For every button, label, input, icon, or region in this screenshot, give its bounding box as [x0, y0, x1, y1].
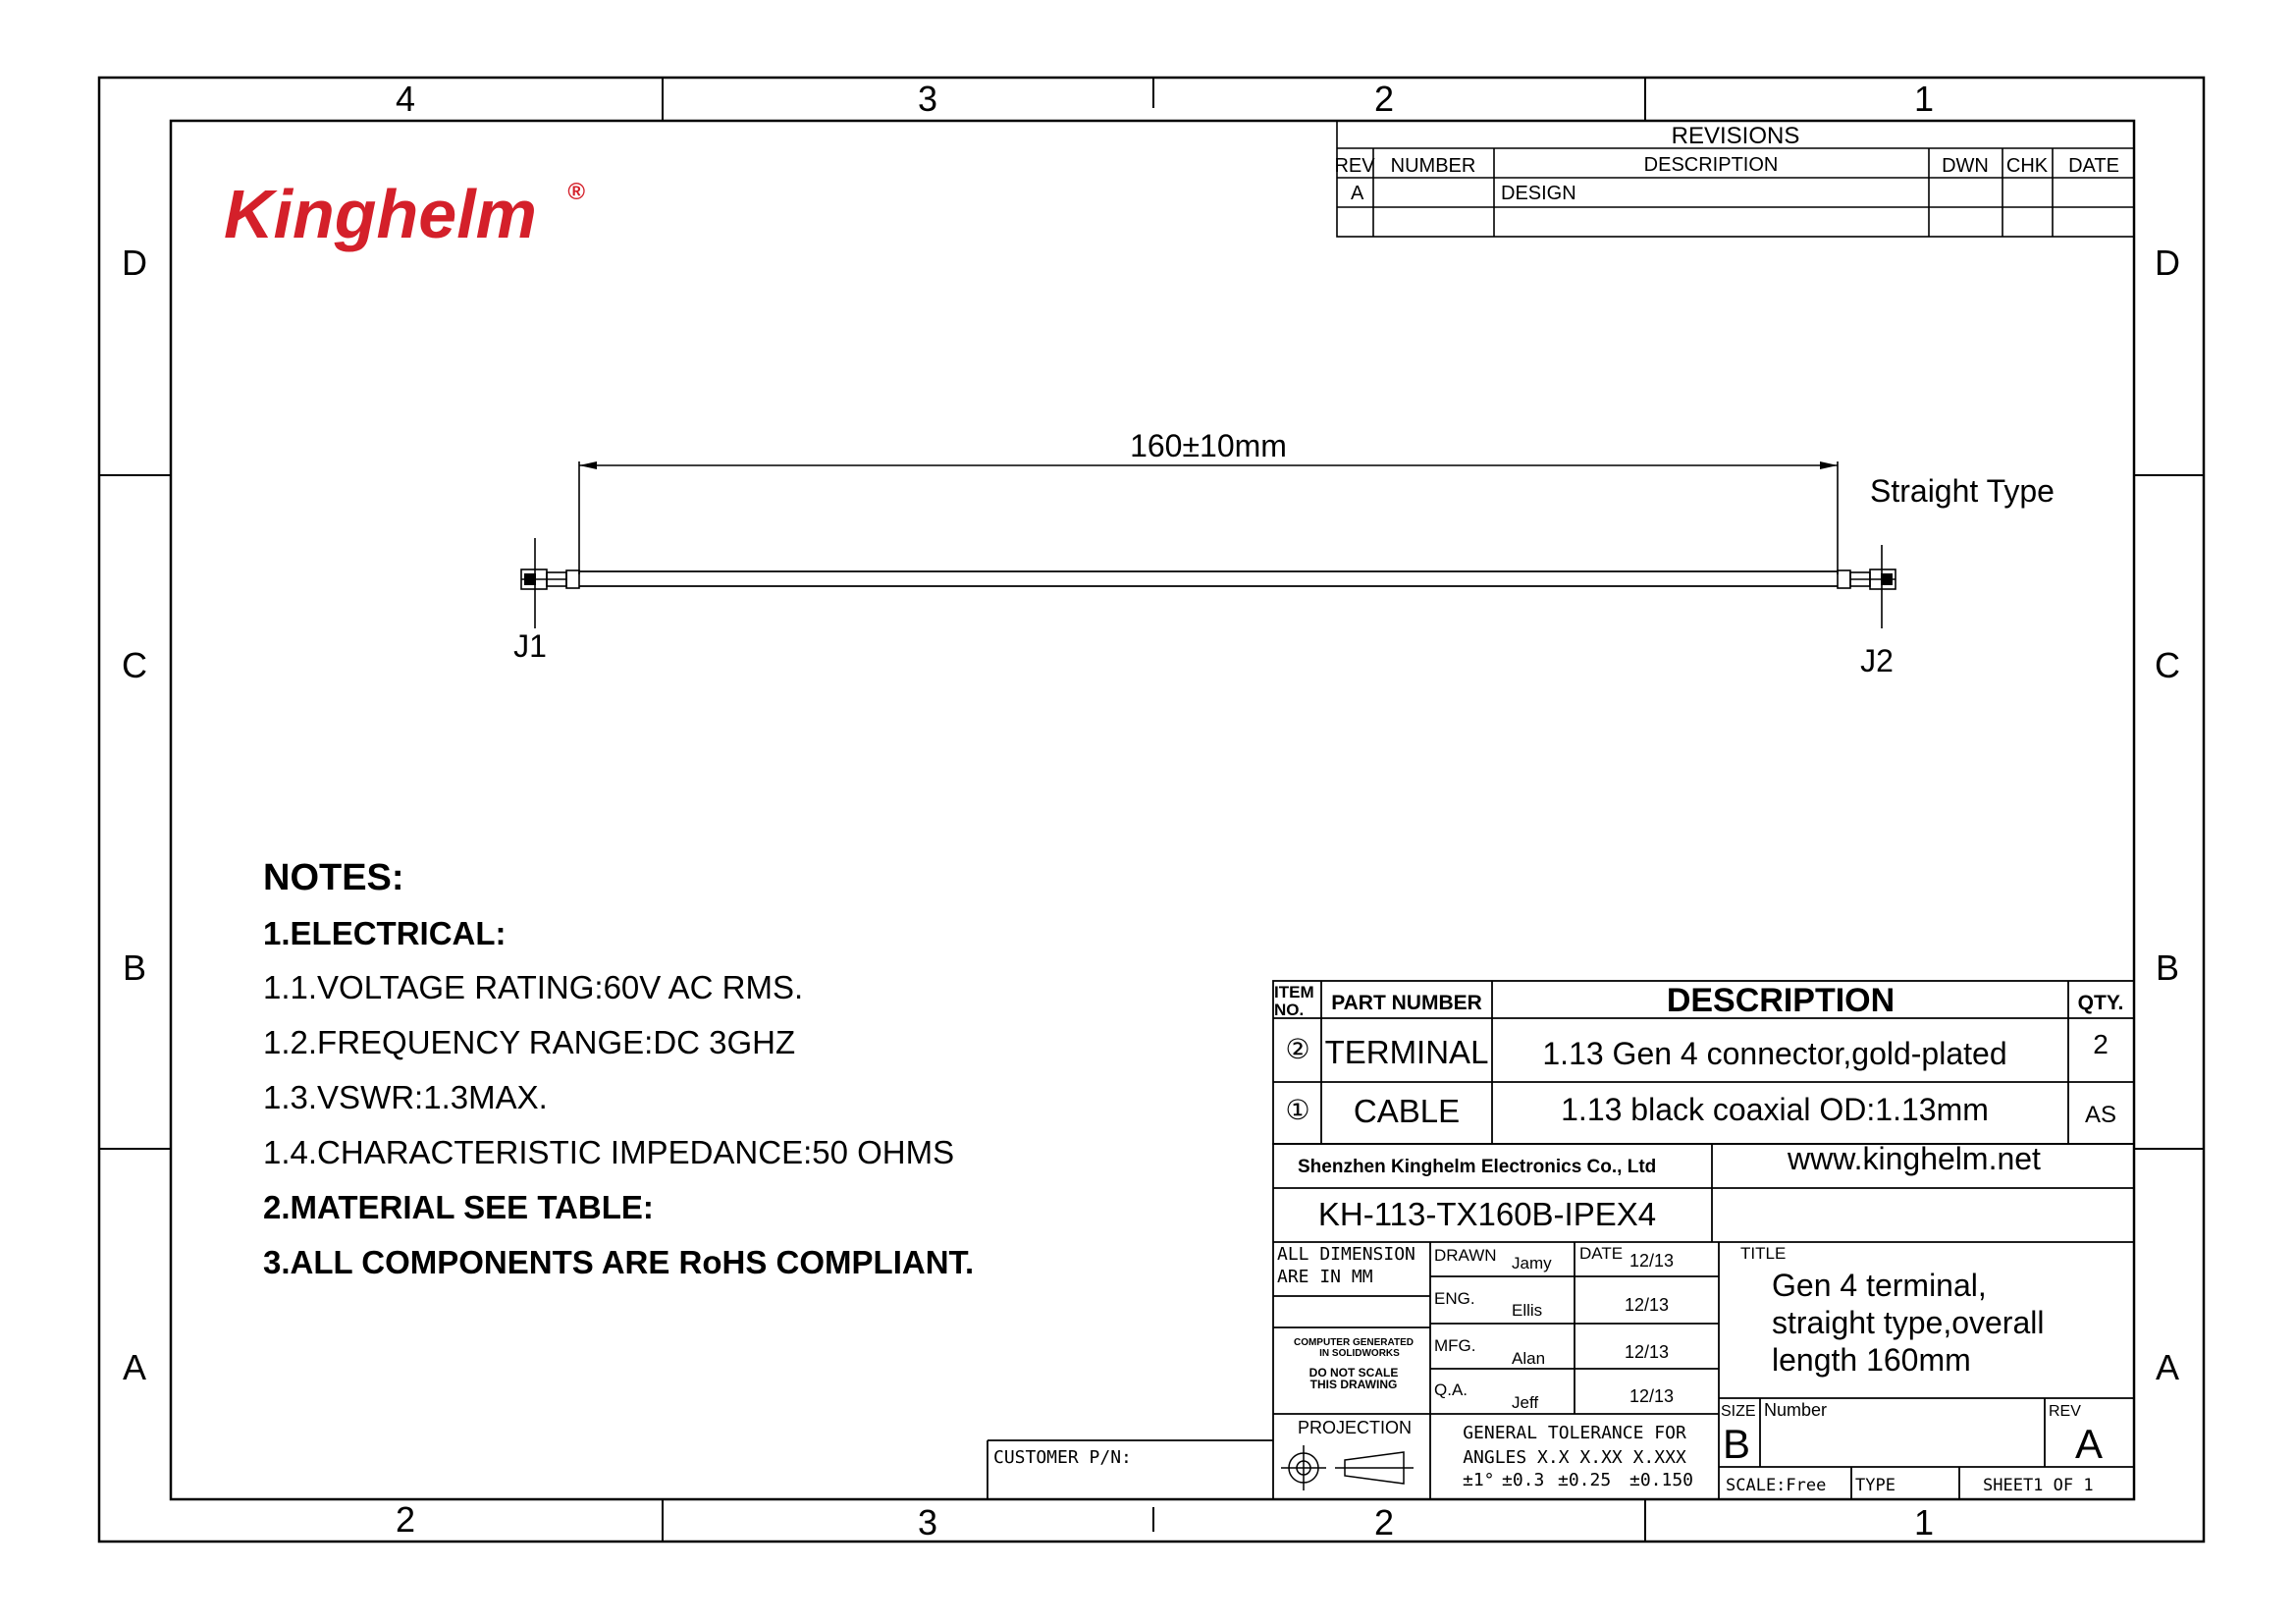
zone-row-left: D: [122, 243, 147, 283]
j2-label: J2: [1860, 643, 1894, 678]
website: www.kinghelm.net: [1788, 1141, 2041, 1176]
date-label: DATE: [1579, 1244, 1624, 1263]
zone-col-top: 4: [395, 79, 416, 119]
dimension-note: ALL DIMENSION: [1277, 1244, 1415, 1265]
size-value: B: [1723, 1421, 1751, 1467]
zone-row-right: A: [2155, 1347, 2180, 1387]
bom-row-item: ①: [1285, 1095, 1310, 1125]
computer-generated-note: COMPUTER GENERATED: [1293, 1337, 1415, 1348]
qa-label: Q.A.: [1434, 1380, 1468, 1399]
straight-type-label: Straight Type: [1870, 473, 2055, 509]
zone-col-top: 1: [1913, 79, 1935, 119]
rev-header: REV: [1334, 155, 1375, 177]
note-line: 1.1.VOLTAGE RATING:60V AC RMS.: [263, 969, 804, 1005]
tolerance-note: ANGLES X.X X.XX X.XXX: [1463, 1447, 1686, 1468]
dimension-line: [579, 461, 1838, 574]
eng-label: ENG.: [1434, 1289, 1475, 1308]
bom-row-item: ②: [1285, 1034, 1310, 1064]
note-line: 3.ALL COMPONENTS ARE RoHS COMPLIANT.: [263, 1244, 975, 1280]
mfg-label: MFG.: [1434, 1336, 1476, 1355]
note-line: 1.ELECTRICAL:: [263, 915, 507, 951]
customer-pn-label: CUSTOMER P/N:: [993, 1447, 1132, 1468]
zone-col-bottom: 1: [1913, 1502, 1935, 1543]
rev-row-description: DESIGN: [1501, 183, 1576, 204]
computer-generated-note: IN SOLIDWORKS: [1319, 1348, 1400, 1359]
bom-row-description: 1.13 black coaxial OD:1.13mm: [1561, 1092, 1989, 1127]
zone-col-top: 2: [1373, 79, 1395, 119]
connector-j1-fill: [524, 573, 536, 585]
bom-header-item: ITEM: [1274, 983, 1314, 1001]
note-line: 2.MATERIAL SEE TABLE:: [263, 1189, 654, 1225]
rev-header: DWN: [1942, 155, 1989, 177]
scale-label: SCALE:Free: [1726, 1476, 1827, 1495]
rev-header: CHK: [2005, 155, 2049, 177]
tolerance-value: ±0.3: [1502, 1470, 1545, 1490]
revisions-title: REVISIONS: [1671, 123, 1800, 149]
bom-row-qty: AS: [2084, 1102, 2117, 1128]
drawn-name: Jamy: [1512, 1254, 1552, 1272]
bom-header-part: PART NUMBER: [1331, 992, 1482, 1014]
part-number: KH-113-TX160B-IPEX4: [1317, 1196, 1657, 1232]
zone-col-bottom: 2: [1373, 1502, 1395, 1543]
eng-date: 12/13: [1625, 1295, 1670, 1315]
tolerance-value: ±1°: [1463, 1470, 1495, 1490]
bom-row-description: 1.13 Gen 4 connector,gold-plated: [1542, 1036, 2007, 1071]
date-value: 12/13: [1629, 1251, 1675, 1271]
zone-row-right: C: [2155, 645, 2180, 685]
zone-row-right: D: [2155, 243, 2180, 283]
cable-drawing: [513, 428, 2055, 678]
dimension-text: 160±10mm: [1130, 428, 1287, 463]
dimension-note: ARE IN MM: [1277, 1267, 1373, 1287]
qa-name: Jeff: [1512, 1393, 1539, 1412]
rev-header: NUMBER: [1390, 155, 1476, 177]
zone-row-right: B: [2155, 947, 2180, 988]
number-label: Number: [1764, 1400, 1828, 1420]
rev-header: DESCRIPTION: [1643, 154, 1779, 176]
bom-header-qty: QTY.: [2077, 992, 2124, 1014]
eng-name: Ellis: [1512, 1301, 1543, 1320]
bom-header-description: DESCRIPTION: [1666, 982, 1896, 1019]
zone-row-left: B: [122, 947, 147, 988]
do-not-scale-note: DO NOT SCALE: [1308, 1366, 1399, 1380]
notes-title: NOTES:: [263, 857, 404, 898]
rev-row-rev: A: [1351, 183, 1364, 204]
rev-label: REV: [2049, 1403, 2081, 1420]
zone-col-top: 3: [917, 79, 938, 119]
tolerance-value: ±0.25: [1558, 1470, 1612, 1490]
j1-label: J1: [513, 628, 547, 664]
connector-j2: [1838, 545, 1896, 628]
dimension-arrow-left: [579, 461, 597, 469]
note-line: 1.2.FREQUENCY RANGE:DC 3GHZ: [263, 1024, 796, 1060]
sheet-label: SHEET1 OF 1: [1983, 1476, 2094, 1495]
drawn-label: DRAWN: [1434, 1246, 1497, 1265]
projection-symbol-icon: [1281, 1445, 1414, 1490]
zone-col-bottom: 2: [395, 1499, 416, 1540]
mfg-name: Alan: [1512, 1349, 1546, 1368]
kinghelm-logo: Kinghelm: [224, 176, 537, 252]
projection-label: PROJECTION: [1297, 1418, 1413, 1437]
dimension-arrow-right: [1820, 461, 1838, 469]
registered-mark: ®: [567, 179, 585, 205]
do-not-scale-note: THIS DRAWING: [1309, 1378, 1398, 1391]
mfg-date: 12/13: [1625, 1342, 1670, 1362]
title-line: Gen 4 terminal,: [1772, 1268, 1987, 1303]
notes: [263, 857, 974, 1280]
note-line: 1.4.CHARACTERISTIC IMPEDANCE:50 OHMS: [263, 1134, 955, 1170]
bom-row-part: TERMINAL: [1324, 1034, 1489, 1070]
title-line: straight type,overall: [1772, 1305, 2045, 1340]
rev-header: DATE: [2068, 155, 2119, 177]
title-line: length 160mm: [1772, 1342, 1971, 1378]
zone-row-left: A: [122, 1347, 147, 1387]
zone-col-bottom: 3: [917, 1502, 938, 1543]
tolerance-note: GENERAL TOLERANCE FOR: [1463, 1423, 1686, 1443]
size-label: SIZE: [1721, 1403, 1756, 1420]
note-line: 1.3.VSWR:1.3MAX.: [263, 1079, 548, 1115]
bom-header-item: NO.: [1274, 1001, 1305, 1019]
rev-value: A: [2074, 1421, 2104, 1467]
bom-row-qty: 2: [2093, 1029, 2109, 1059]
type-label: TYPE: [1855, 1476, 1896, 1495]
zone-row-left: C: [122, 645, 147, 685]
bom-row-part: CABLE: [1353, 1093, 1461, 1129]
qa-date: 12/13: [1629, 1386, 1675, 1406]
company-name: Shenzhen Kinghelm Electronics Co., Ltd: [1298, 1157, 1657, 1177]
tolerance-value: ±0.150: [1629, 1470, 1694, 1490]
connector-j2-fill: [1881, 573, 1893, 585]
title-label: TITLE: [1740, 1244, 1787, 1263]
